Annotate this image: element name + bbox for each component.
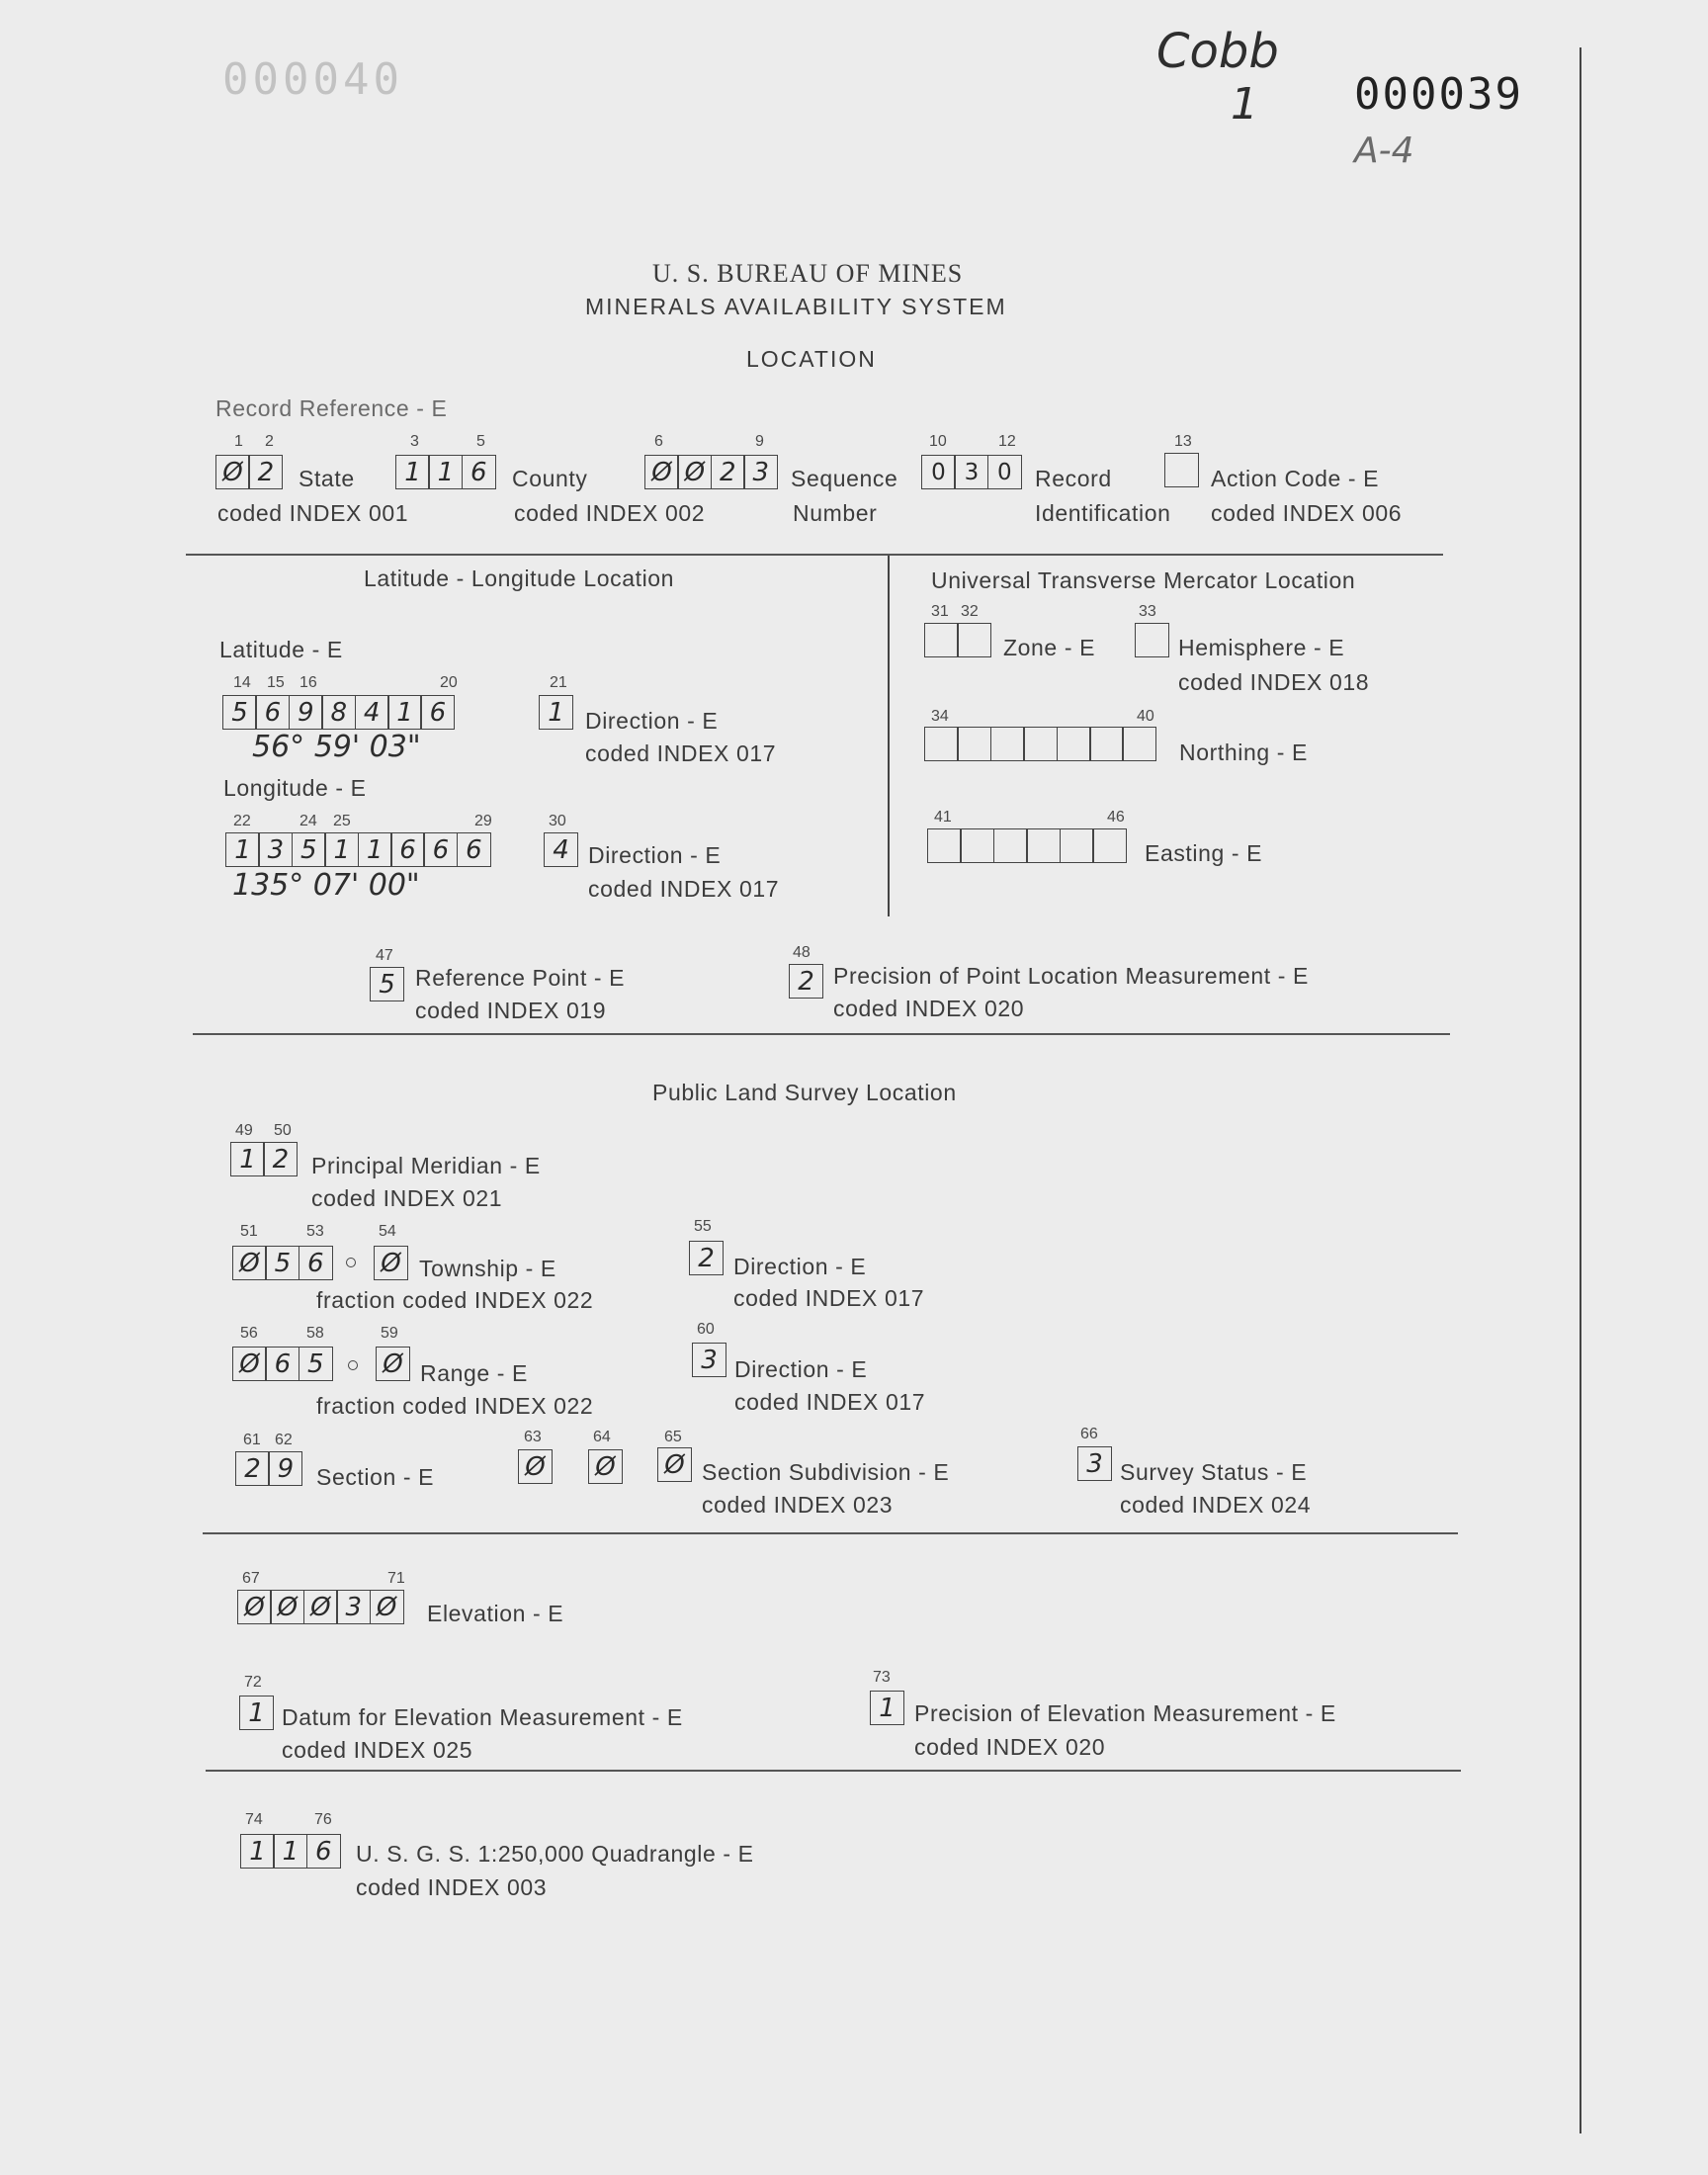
subdivision-box-1[interactable] [518,1449,553,1484]
latitude-handwritten: 56° 59' 03" [252,730,421,764]
code-box[interactable]: 5 [265,1246,299,1280]
survey-status-label: Survey Status - E [1120,1459,1308,1485]
precision-point-box[interactable] [789,964,823,999]
col-num: 9 [755,433,764,450]
latlon-heading: Latitude - Longitude Location [364,566,675,591]
col-num: 21 [550,674,567,691]
code-box[interactable]: 1 [324,832,359,867]
township-boxes[interactable] [232,1246,333,1280]
code-box[interactable]: 1 [225,832,260,867]
lon-direction-label: Direction - E [588,842,722,868]
quadrangle-label: U. S. G. S. 1:250,000 Quadrangle - E [356,1841,754,1867]
sequence-boxes[interactable] [644,455,778,489]
subdivision-box-3[interactable] [657,1447,692,1482]
code-box[interactable]: Ø [232,1246,267,1280]
code-box[interactable]: 6 [390,832,425,867]
county-boxes[interactable] [395,455,496,489]
col-num: 29 [474,813,492,829]
col-num: 1 [234,433,243,450]
code-box[interactable]: 1 [358,832,392,867]
col-num: 20 [440,674,458,691]
code-box[interactable]: 1 [395,455,430,489]
section-label: Section - E [316,1464,435,1490]
elevation-precision-sub: coded INDEX 020 [914,1734,1106,1760]
subdivision-box-2[interactable] [588,1449,623,1484]
county-label: County [512,466,588,491]
lon-direction-sub: coded INDEX 017 [588,876,780,902]
col-num: 10 [929,433,947,450]
col-num: 60 [697,1321,715,1338]
code-box[interactable]: 5 [222,695,257,730]
reference-point-box[interactable] [370,967,404,1001]
code-box[interactable]: 0 [987,455,1022,489]
code-box[interactable]: 2 [263,1142,298,1176]
column-divider [888,556,890,916]
code-box[interactable]: 9 [268,1451,302,1486]
range-direction-box[interactable] [692,1343,726,1377]
col-num: 25 [333,813,351,829]
elevation-precision-label: Precision of Elevation Measurement - E [914,1700,1336,1726]
hemisphere-sub: coded INDEX 018 [1178,669,1370,695]
col-num: 24 [299,813,317,829]
code-box[interactable] [924,623,959,657]
elevation-label: Elevation - E [427,1601,564,1626]
code-box[interactable] [1060,828,1094,863]
code-box[interactable]: 2 [711,455,745,489]
code-box[interactable]: 1 [230,1142,265,1176]
range-direction-sub: coded INDEX 017 [734,1389,926,1415]
handwritten-name: Cobb [1156,24,1279,79]
code-box[interactable]: 4 [544,832,578,867]
col-num: 53 [306,1223,324,1240]
sequence-label: Sequence [791,466,898,491]
section-boxes[interactable] [235,1451,302,1486]
zone-boxes[interactable] [924,623,991,657]
code-box[interactable] [1122,727,1156,761]
col-num: 3 [410,433,419,450]
handwritten-number: 1 [1231,79,1258,130]
northing-label: Northing - E [1179,740,1308,765]
col-num: 64 [593,1429,611,1445]
col-num: 65 [664,1429,682,1445]
datum-label: Datum for Elevation Measurement - E [282,1704,683,1730]
agency-line: U. S. BUREAU OF MINES [652,259,964,288]
code-box[interactable]: Ø [303,1590,338,1624]
longitude-boxes[interactable] [225,832,491,867]
divider [193,1033,1450,1035]
reference-point-label: Reference Point - E [415,965,626,991]
range-boxes[interactable] [232,1347,333,1381]
col-num: 32 [961,603,979,620]
county-sub: coded INDEX 002 [514,500,706,526]
lat-direction-box[interactable] [539,695,573,730]
col-num: 54 [379,1223,396,1240]
col-num: 74 [245,1811,263,1828]
col-num: 40 [1137,708,1154,725]
col-num: 61 [243,1432,261,1448]
code-box[interactable]: 1 [870,1691,904,1725]
col-num: 16 [299,674,317,691]
code-box[interactable] [924,727,959,761]
code-box[interactable] [1164,453,1199,487]
col-num: 59 [381,1325,398,1342]
hemisphere-label: Hemisphere - E [1178,635,1345,660]
code-box[interactable]: 8 [321,695,356,730]
pls-heading: Public Land Survey Location [652,1080,957,1105]
township-label: Township - E [419,1256,556,1281]
code-box[interactable]: Ø [376,1347,410,1381]
code-box[interactable]: 6 [457,832,491,867]
meridian-sub: coded INDEX 021 [311,1185,503,1211]
col-num: 55 [694,1218,712,1235]
longitude-handwritten: 135° 07' 00" [232,868,420,903]
code-box[interactable]: 2 [235,1451,270,1486]
meridian-label: Principal Meridian - E [311,1153,541,1178]
code-box[interactable]: Ø [215,455,250,489]
latitude-label: Latitude - E [219,637,343,662]
col-num: 49 [235,1122,253,1139]
survey-status-sub: coded INDEX 024 [1120,1492,1312,1518]
precision-point-label: Precision of Point Location Measurement - E [833,963,1309,989]
township-direction-label: Direction - E [733,1254,867,1279]
easting-label: Easting - E [1145,840,1263,866]
code-box[interactable]: 1 [273,1834,307,1869]
code-box[interactable]: 2 [789,964,823,999]
code-box[interactable]: 9 [289,695,323,730]
code-box[interactable]: Ø [237,1590,272,1624]
utm-heading: Universal Transverse Mercator Location [931,567,1356,593]
decimal-point [348,1360,358,1370]
code-box[interactable]: 3 [743,455,778,489]
col-num: 73 [873,1669,891,1686]
code-box[interactable] [1026,828,1061,863]
code-box[interactable] [1089,727,1124,761]
code-box[interactable]: Ø [588,1449,623,1484]
col-num: 14 [233,674,251,691]
state-sub: coded INDEX 001 [217,500,409,526]
record-id-label: Record [1035,466,1112,491]
code-box[interactable] [1135,623,1169,657]
township-fraction-box[interactable] [374,1246,408,1280]
code-box[interactable]: 6 [462,455,496,489]
code-box[interactable]: 3 [336,1590,371,1624]
code-box[interactable]: 6 [299,1246,333,1280]
col-num: 41 [934,809,952,826]
code-box[interactable] [993,828,1028,863]
code-box[interactable] [960,828,994,863]
range-label: Range - E [420,1360,528,1386]
record-id-sub: Identification [1035,500,1171,526]
code-box[interactable]: Ø [644,455,679,489]
code-box[interactable]: 2 [248,455,283,489]
col-num: 46 [1107,809,1125,826]
col-num: 66 [1080,1426,1098,1442]
col-num: 58 [306,1325,324,1342]
range-fraction-box[interactable] [376,1347,410,1381]
code-box[interactable]: Ø [677,455,712,489]
action-label: Action Code - E [1211,466,1380,491]
code-box[interactable]: 6 [255,695,290,730]
latitude-boxes[interactable] [222,695,455,730]
decimal-point [346,1258,356,1267]
code-box[interactable]: 3 [692,1343,726,1377]
code-box[interactable] [1092,828,1127,863]
code-box[interactable] [957,623,991,657]
code-box[interactable] [957,727,991,761]
col-num: 50 [274,1122,292,1139]
datum-sub: coded INDEX 025 [282,1737,473,1763]
longitude-label: Longitude - E [223,775,367,801]
code-box[interactable] [990,727,1025,761]
col-num: 33 [1139,603,1156,620]
survey-status-box[interactable] [1077,1446,1112,1481]
lat-direction-sub: coded INDEX 017 [585,740,777,766]
hemisphere-box[interactable] [1135,623,1169,657]
col-num: 15 [267,674,285,691]
code-box[interactable]: 6 [306,1834,341,1869]
col-num: 13 [1174,433,1192,450]
sequence-sub: Number [793,500,878,526]
code-box[interactable]: 6 [420,695,455,730]
code-box[interactable]: 6 [265,1347,299,1381]
col-num: 76 [314,1811,332,1828]
code-box[interactable]: Ø [232,1347,267,1381]
state-label: State [299,466,355,491]
record-reference-heading: Record Reference - E [215,395,448,421]
code-box[interactable]: 1 [239,1696,274,1730]
easting-boxes[interactable] [927,828,1127,863]
page-code: A-4 [1354,130,1414,171]
col-num: 63 [524,1429,542,1445]
code-box[interactable]: 1 [387,695,422,730]
code-box[interactable]: 4 [355,695,389,730]
divider [203,1532,1458,1534]
col-num: 22 [233,813,251,829]
col-num: 5 [476,433,485,450]
reference-point-sub: coded INDEX 019 [415,998,607,1023]
township-direction-sub: coded INDEX 017 [733,1285,925,1311]
divider [206,1770,1461,1772]
code-box[interactable]: 6 [423,832,458,867]
code-box[interactable]: Ø [370,1590,404,1624]
col-num: 62 [275,1432,293,1448]
col-num: 30 [549,813,566,829]
datum-box[interactable] [239,1696,274,1730]
col-num: 72 [244,1674,262,1691]
col-num: 51 [240,1223,258,1240]
zone-label: Zone - E [1003,635,1096,660]
subdivision-label: Section Subdivision - E [702,1459,950,1485]
code-box[interactable]: Ø [270,1590,304,1624]
code-box[interactable]: Ø [518,1449,553,1484]
code-box[interactable]: 3 [1077,1446,1112,1481]
col-num: 71 [387,1570,405,1587]
state-boxes[interactable] [215,455,283,489]
col-num: 6 [654,433,663,450]
col-num: 47 [376,947,393,964]
code-box[interactable] [927,828,962,863]
document-number: 000039 [1354,69,1523,120]
col-num: 2 [265,433,274,450]
quadrangle-sub: coded INDEX 003 [356,1874,548,1900]
code-box[interactable]: 3 [258,832,293,867]
action-code-box[interactable] [1164,453,1199,487]
col-num: 34 [931,708,949,725]
code-box[interactable]: 5 [370,967,404,1001]
code-box[interactable] [1057,727,1091,761]
northing-boxes[interactable] [924,727,1156,761]
col-num: 31 [931,603,949,620]
range-sub: fraction coded INDEX 022 [316,1393,594,1419]
code-box[interactable] [1023,727,1058,761]
elevation-precision-box[interactable] [870,1691,904,1725]
col-num: 48 [793,944,811,961]
action-sub: coded INDEX 006 [1211,500,1403,526]
system-line: MINERALS AVAILABILITY SYSTEM [585,294,1007,319]
code-box[interactable]: Ø [657,1447,692,1482]
record-id-boxes[interactable] [921,455,1022,489]
faded-stamp-number: 000040 [222,54,403,105]
quadrangle-boxes[interactable] [240,1834,341,1869]
col-num: 56 [240,1325,258,1342]
township-sub: fraction coded INDEX 022 [316,1287,594,1313]
code-box[interactable]: 1 [539,695,573,730]
lon-direction-box[interactable] [544,832,578,867]
divider [186,554,1443,556]
code-box[interactable]: 0 [921,455,956,489]
range-direction-label: Direction - E [734,1356,868,1382]
elevation-boxes[interactable] [237,1590,404,1624]
subdivision-sub: coded INDEX 023 [702,1492,894,1518]
col-num: 12 [998,433,1016,450]
code-box[interactable]: 2 [689,1241,724,1275]
right-margin-line [1580,47,1581,2133]
page-title: LOCATION [746,346,877,372]
code-box[interactable]: 1 [240,1834,275,1869]
code-box[interactable]: 1 [428,455,463,489]
precision-point-sub: coded INDEX 020 [833,996,1025,1021]
code-box[interactable]: 5 [292,832,326,867]
code-box[interactable]: 3 [954,455,988,489]
code-box[interactable]: 5 [299,1347,333,1381]
lat-direction-label: Direction - E [585,708,719,734]
meridian-boxes[interactable] [230,1142,298,1176]
col-num: 67 [242,1570,260,1587]
code-box[interactable]: Ø [374,1246,408,1280]
township-direction-box[interactable] [689,1241,724,1275]
